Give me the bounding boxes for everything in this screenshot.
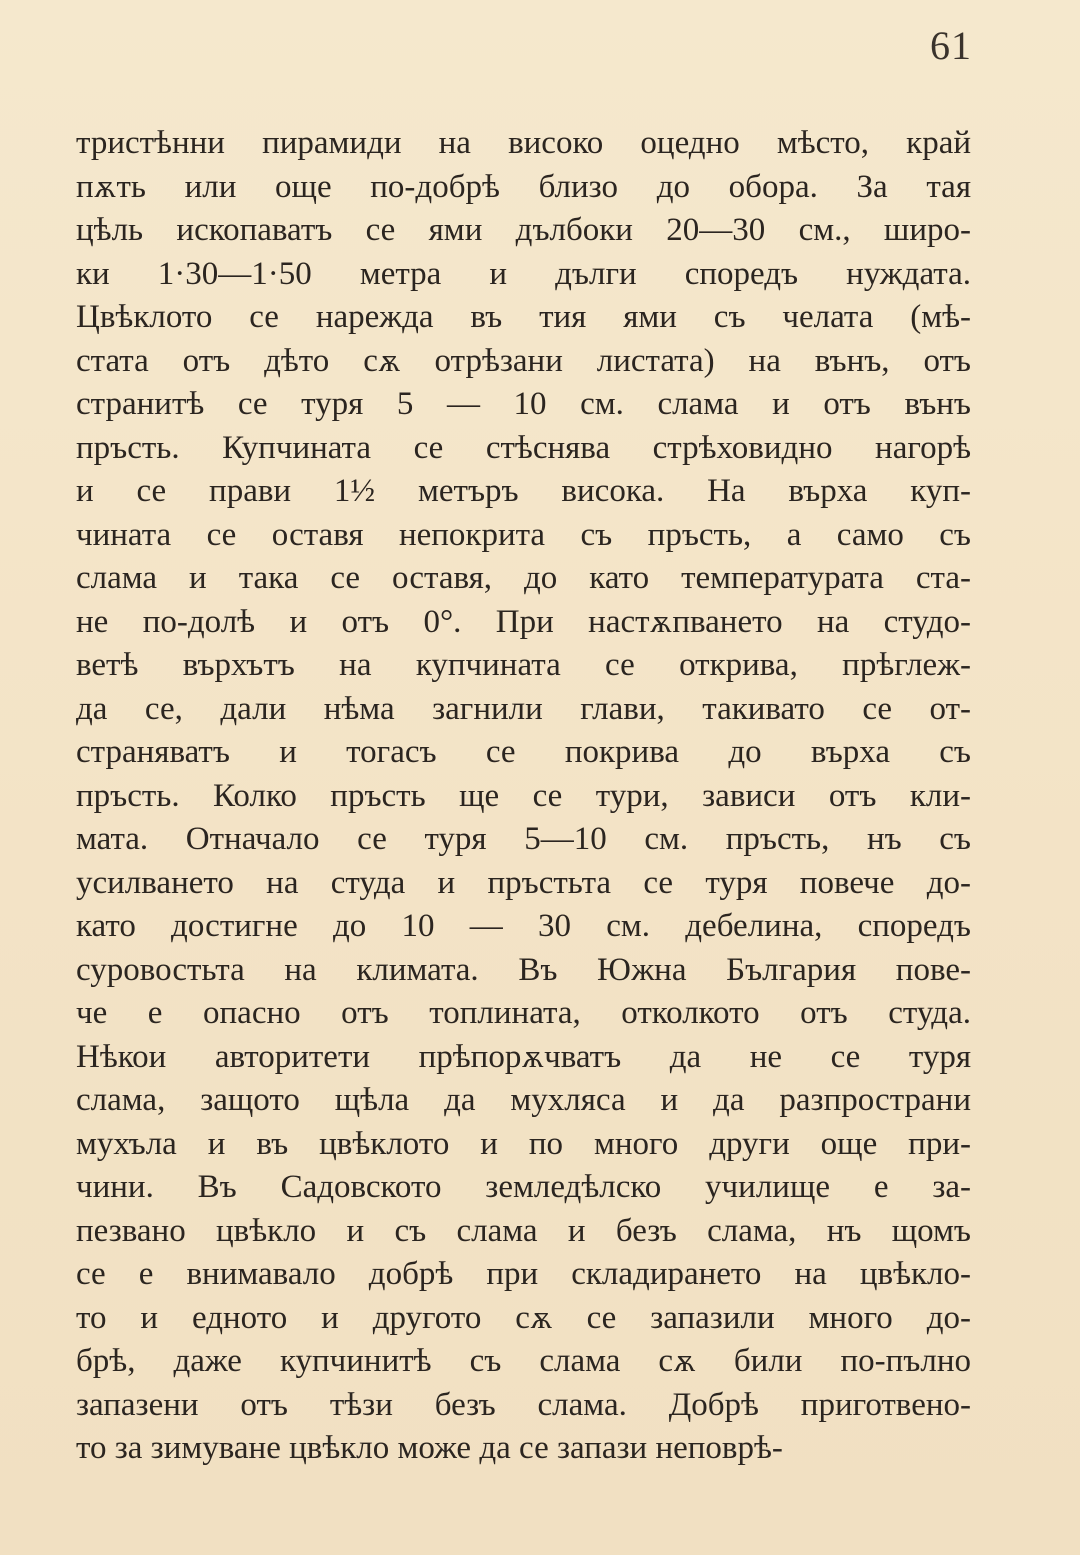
text-line: пръсть. Колко пръсть ще се тури, зависи отъ кли- xyxy=(76,777,971,814)
text-line: като достигне до 10 — 30 см. дебелина, споредъ xyxy=(76,908,971,944)
text-line: то и едното и другото сѫ се запазили много до- xyxy=(76,1299,971,1336)
text-line: ветѣ върхътъ на купчината се открива, прѣглеж- xyxy=(76,647,971,683)
text-line: цѣль ископаватъ се ями дълбоки 20—30 см., широ- xyxy=(76,212,971,248)
body-text xyxy=(76,122,971,1471)
text-line: тристѣнни пирамиди на високо оцедно мѣсто, край xyxy=(76,125,971,161)
text-line: суровостьта на климата. Въ Южна България пове- xyxy=(76,951,971,988)
text-line: мухъла и въ цвѣклото и по много други още при- xyxy=(76,1125,971,1162)
page-number: 61 xyxy=(930,23,972,68)
text-line: то за зимуване цвѣкло може да се запази неповрѣ- xyxy=(76,1430,783,1466)
text-line: пезвано цвѣкло и съ слама и безъ слама, нъ щомъ xyxy=(76,1212,971,1249)
text-line: брѣ, даже купчинитѣ съ слама сѫ били по-пълно xyxy=(76,1343,971,1379)
text-line: пѫть или още по-добрѣ близо до обора. За тая xyxy=(76,168,971,205)
text-line: странитѣ се туря 5 — 10 см. слама и отъ вънъ xyxy=(76,386,971,422)
text-line: страняватъ и тогасъ се покрива до върха съ xyxy=(76,734,971,770)
text-line: мата. Отначало се туря 5—10 см. пръсть, нъ съ xyxy=(76,821,971,857)
text-line: Нѣкои авторитети прѣпорѫчватъ да не се туря xyxy=(76,1038,971,1075)
text-line: усилването на студа и пръстьта се туря повече до- xyxy=(76,864,971,901)
text-line: запазени отъ тѣзи безъ слама. Добрѣ приготвено- xyxy=(76,1386,971,1423)
text-line: и се прави 1½ метъръ висока. На върха куп- xyxy=(76,473,971,509)
text-line: Цвѣклото се нарежда въ тия ями съ челата (мѣ- xyxy=(76,299,971,335)
text-line: да се, дали нѣма загнили глави, такивато се от- xyxy=(76,690,971,727)
text-line: не по-долѣ и отъ 0°. При настѫпването на студо- xyxy=(76,603,971,640)
text-line: слама и така се оставя, до като температурата ста- xyxy=(76,560,971,596)
text-line: чини. Въ Садовското земледѣлско училище е за- xyxy=(76,1169,971,1205)
text-line: чината се оставя непокрита съ пръсть, а само съ xyxy=(76,516,971,553)
text-line: слама, защото щѣла да мухляса и да разпространи xyxy=(76,1082,971,1118)
text-line: се е внимавало добрѣ при складирането на цвѣкло- xyxy=(76,1256,971,1292)
text-line: стата отъ дѣто сѫ отрѣзани листата) на вънъ, отъ xyxy=(76,342,971,379)
text-line: ки 1·30—1·50 метра и дълги споредъ нуждата. xyxy=(76,255,971,292)
text-line: че е опасно отъ топлината, отколкото отъ студа. xyxy=(76,995,971,1031)
text-line: пръсть. Купчината се стѣснява стрѣховидно нагорѣ xyxy=(76,429,971,466)
